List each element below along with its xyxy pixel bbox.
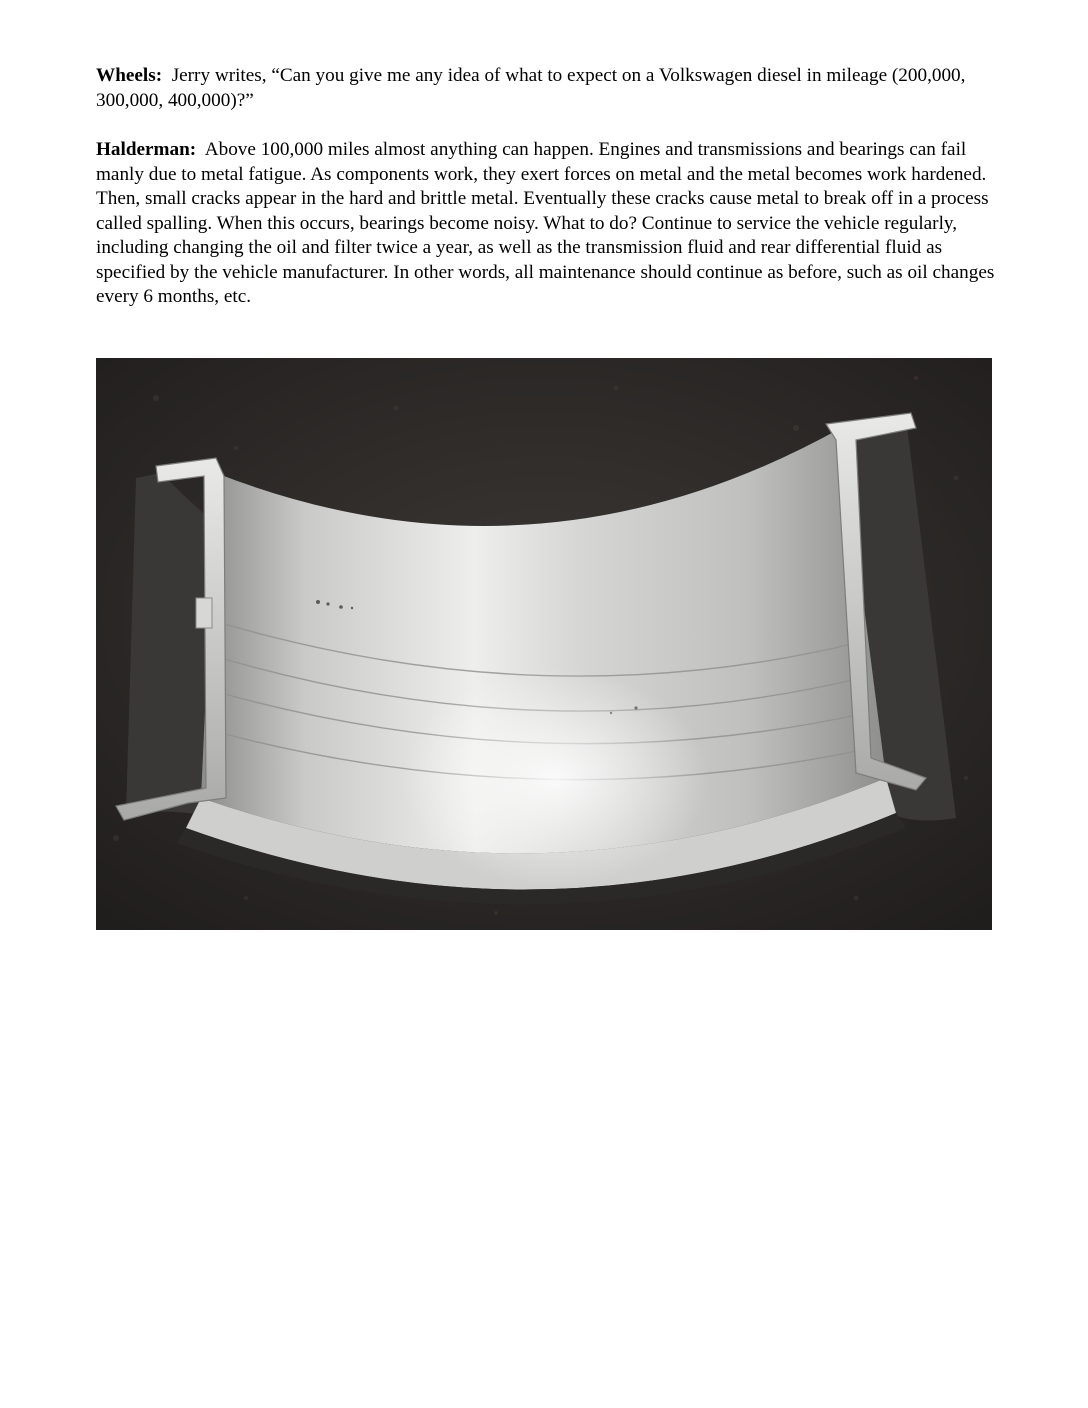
question-text: Jerry writes, “Can you give me any idea of what to expect on a Volkswagen diesel in mileage (200,000, 300,000, 400,000)?” (96, 65, 966, 111)
bearing-photo (96, 358, 992, 930)
answer-paragraph (96, 138, 1006, 310)
locating-tab (196, 598, 212, 628)
bearing-photo-illustration (96, 358, 992, 930)
answer-text: Above 100,000 miles almost anything can happen. Engines and transmissions and bearings can fail manly due to metal fatigue. As components work, they exert forces on metal and the metal becomes work hardened. Then, small cracks appear in the hard and brittle metal. Eventually these cracks cause metal to break off in a process called spalling. When this occurs, bearings become noisy. What to do? Continue to service the vehicle regularly, including changing the oil and filter twice a year, as well as the transmission fluid and rear differential fluid as specified by the vehicle manufacturer. In other words, all maintenance should continue as before, such as oil changes every 6 months, etc. (96, 139, 995, 307)
answer-speaker: Halderman: (96, 139, 197, 160)
question-paragraph (96, 64, 1006, 113)
question-speaker: Wheels: (96, 65, 163, 86)
surface-shine (191, 418, 891, 918)
